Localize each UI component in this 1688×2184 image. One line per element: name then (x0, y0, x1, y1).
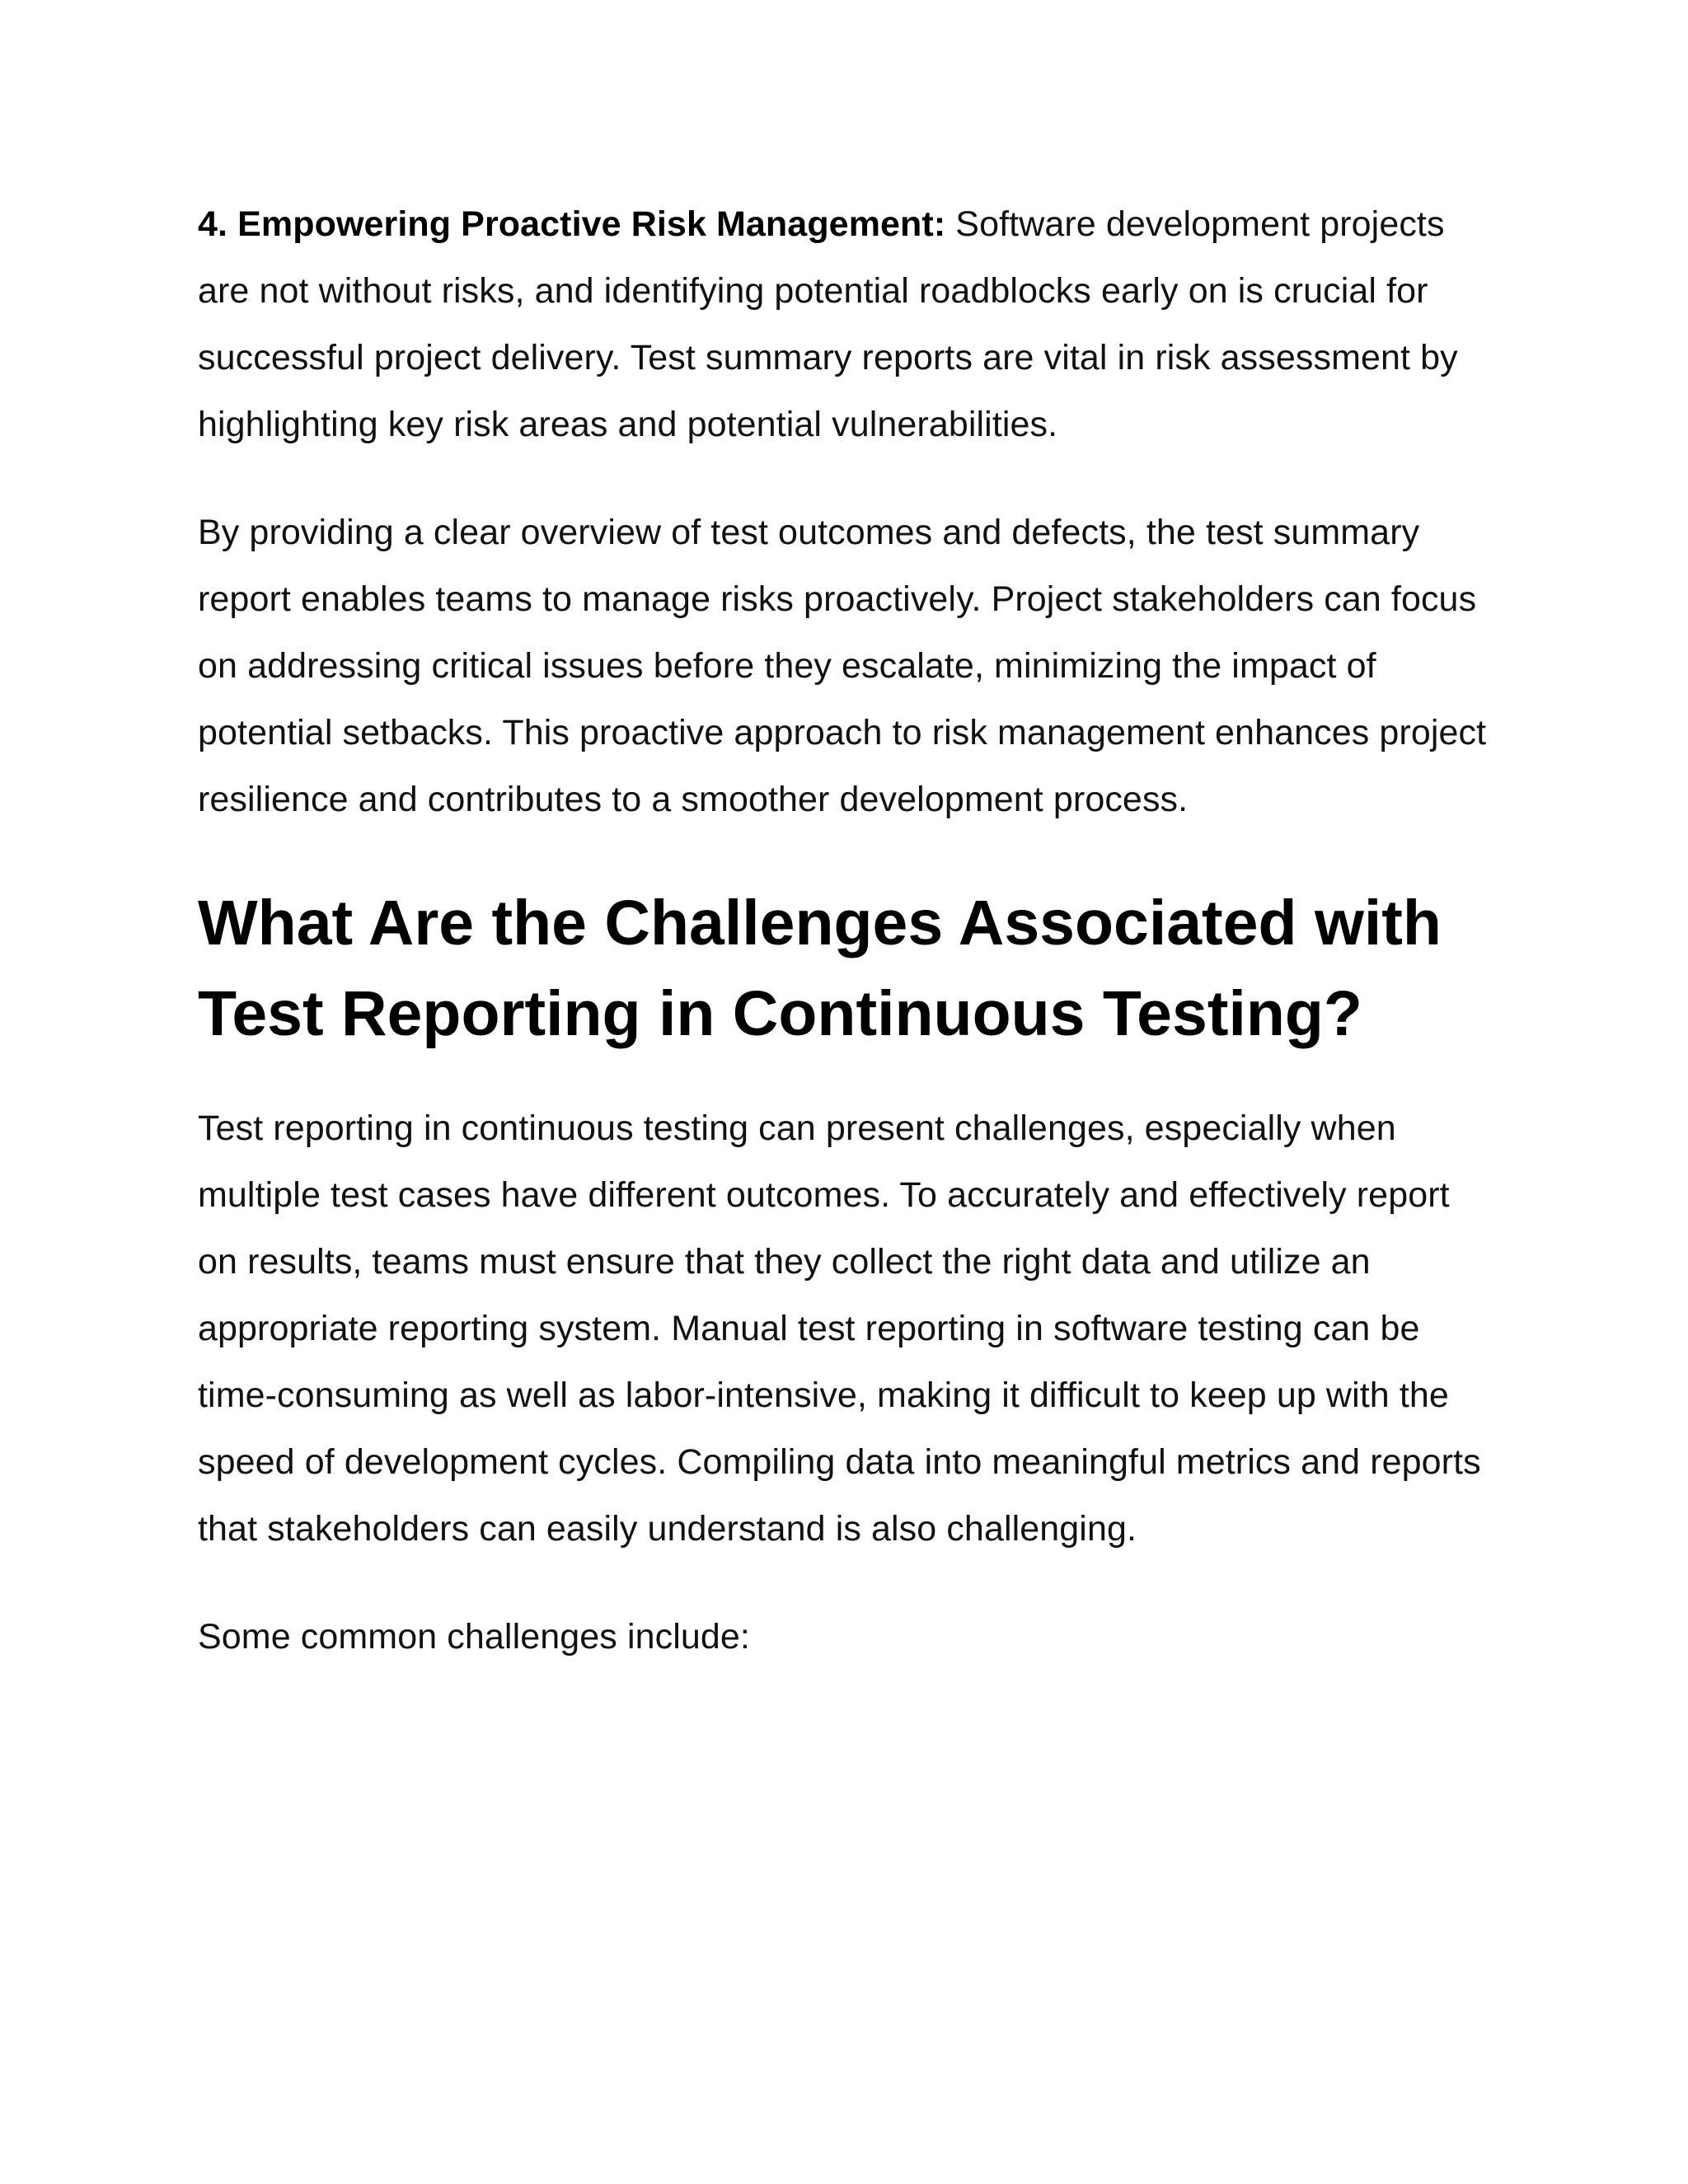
paragraph-challenges-intro: Test reporting in continuous testing can present challenges, especially when multiple test cases have different outcomes. To accurately and effectively report on results, teams must ensure that they collect the right data and utilize an appropriate reporting system. Manual test reporting in software testing can be time-consuming as well as labor-intensive, making it difficult to keep up with the speed of development cycles. Compiling data into meaningful metrics and reports that stakeholders can easily understand is also challenging. (198, 1108, 1481, 1549)
paragraph-risk-management (198, 191, 1492, 458)
paragraph-clear-overview: By providing a clear overview of test outcomes and defects, the test summary report enables teams to manage risks proactively. Project stakeholders can focus on addressing critical issues before they escalate, minimizing the impact of potential setbacks. This proactive approach to risk management enhances project resilience and contributes to a smoother development process. (198, 513, 1487, 819)
document-content (198, 191, 1492, 1671)
paragraph-lead-heading: 4. Empowering Proactive Risk Management: (198, 204, 946, 244)
paragraph-risk-management-text: Software development projects are not without risks, and identifying potential roadblocks early on is crucial for successful project delivery. Test summary reports are vital in risk assessment by highlighting key risk areas and potential vulnerabilities. (198, 204, 1458, 444)
paragraph-common-challenges: Some common challenges include: (198, 1617, 750, 1657)
section-heading: What Are the Challenges Associated with Test Reporting in Continuous Testing? (198, 888, 1442, 1049)
